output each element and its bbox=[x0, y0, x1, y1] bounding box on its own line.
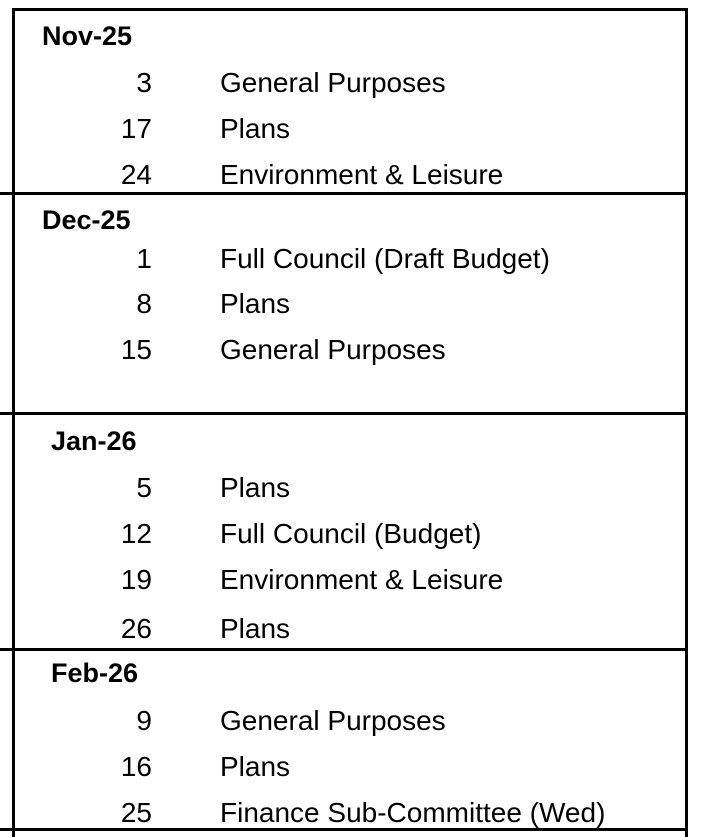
meeting-day: 12 bbox=[120, 518, 152, 549]
meeting-name: Plans bbox=[220, 113, 291, 144]
meeting-day: 9 bbox=[136, 705, 152, 736]
right-border bbox=[685, 8, 688, 837]
meeting-day: 25 bbox=[120, 797, 152, 828]
meeting-name: Plans bbox=[220, 751, 291, 782]
meeting-name: Environment & Leisure bbox=[220, 159, 504, 190]
row-divider bbox=[0, 192, 688, 195]
meeting-day: 8 bbox=[136, 288, 152, 319]
meeting-day: 17 bbox=[120, 113, 152, 144]
meeting-day: 3 bbox=[136, 67, 152, 98]
top-border bbox=[12, 8, 688, 11]
row-divider bbox=[0, 648, 688, 651]
meeting-day: 1 bbox=[136, 243, 152, 274]
meeting-name: Plans bbox=[220, 472, 291, 503]
meeting-day: 26 bbox=[120, 613, 152, 644]
meeting-name: Plans bbox=[220, 613, 291, 644]
month-label: Nov-25 bbox=[42, 21, 133, 51]
meeting-day: 15 bbox=[120, 334, 152, 365]
meeting-day: 5 bbox=[136, 472, 152, 503]
meeting-day: 24 bbox=[120, 159, 152, 190]
meeting-day: 19 bbox=[120, 564, 152, 595]
meeting-name: Full Council (Budget) bbox=[220, 518, 482, 549]
month-label: Feb-26 bbox=[51, 658, 139, 688]
left-border bbox=[12, 8, 15, 837]
meeting-name: Full Council (Draft Budget) bbox=[220, 243, 550, 274]
row-divider bbox=[0, 412, 688, 415]
meeting-name: Plans bbox=[220, 288, 291, 319]
meeting-name: General Purposes bbox=[220, 67, 446, 98]
meeting-name: Finance Sub-Committee (Wed) bbox=[220, 797, 606, 828]
meeting-name: General Purposes bbox=[220, 334, 446, 365]
meeting-name: General Purposes bbox=[220, 705, 446, 736]
row-divider bbox=[0, 828, 688, 831]
meeting-name: Environment & Leisure bbox=[220, 564, 504, 595]
month-label: Jan-26 bbox=[51, 426, 137, 456]
month-label: Dec-25 bbox=[42, 205, 131, 235]
meeting-day: 16 bbox=[120, 751, 152, 782]
